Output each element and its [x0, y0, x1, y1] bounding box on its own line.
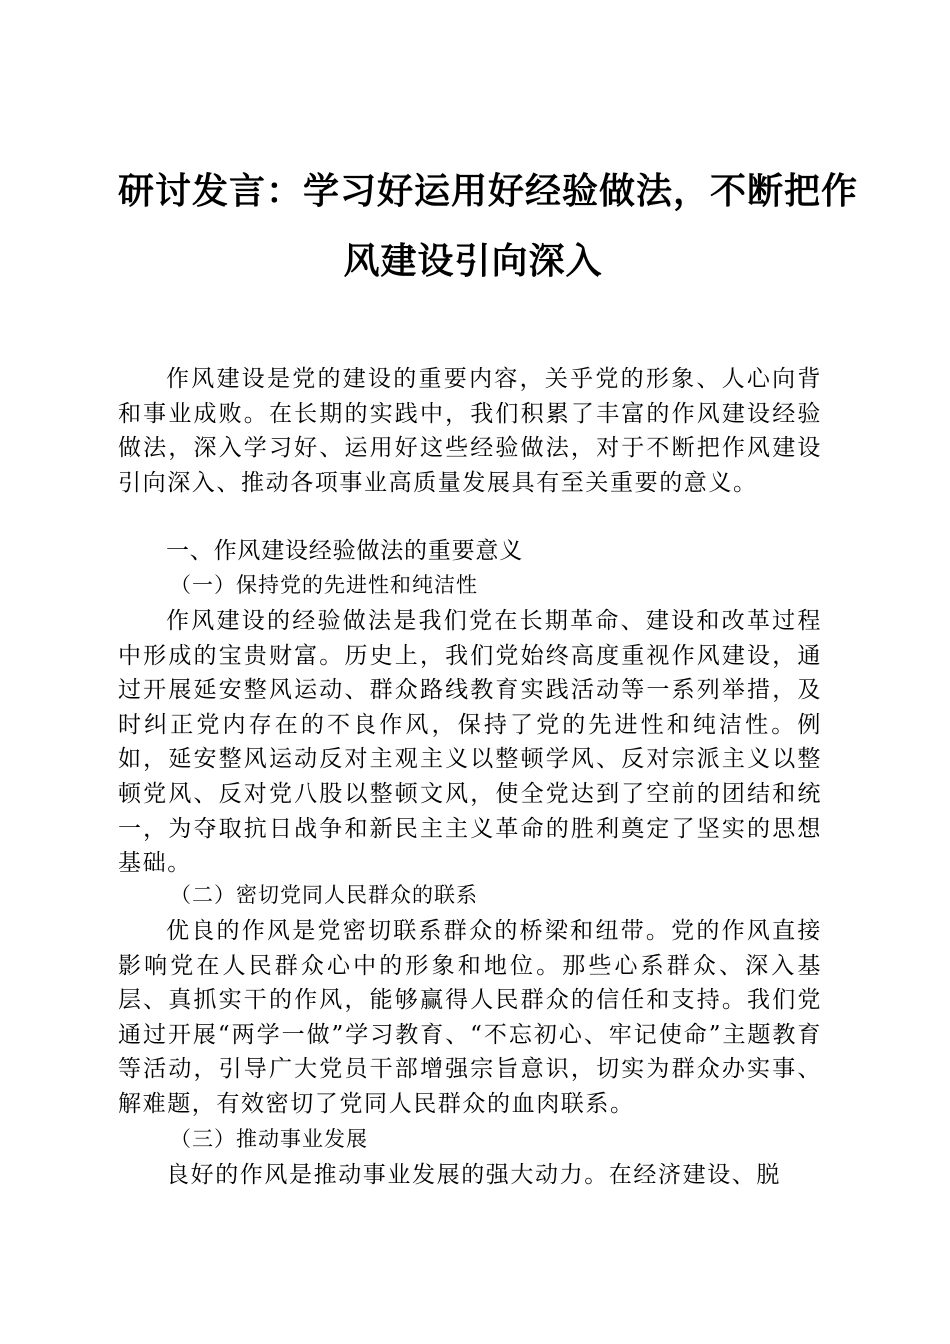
document-title-line-1: 研讨发言：学习好运用好经验做法，不断把作	[118, 171, 859, 212]
subsection-1-heading: （一）保持党的先进性和纯洁性	[170, 573, 478, 597]
intro-paragraph: 作风建设是党的建设的重要内容，关乎党的形象、人心向背和事业成败。在长期的实践中，我们积累了丰富的作风建设经验做法，深入学习好、运用好这些经验做法，对于不断把作风建设引向深入、推动各项事业高质量发展具有至关重要的意义。	[118, 366, 822, 496]
subsection-3-heading: （三）推动事业发展	[170, 1127, 368, 1151]
section-1-heading: 一、作风建设经验做法的重要意义	[166, 538, 523, 564]
document-title-line-2: 风建设引向深入	[343, 241, 603, 282]
subsection-2-paragraph: 优良的作风是党密切联系群众的桥梁和纽带。党的作风直接影响党在人民群众心中的形象和地位。那些心系群众、深入基层、真抓实干的作风，能够赢得人民群众的信任和支持。我们党通过开展“两学一做”学习教育、“不忘初心、牢记使命”主题教育等活动，引导广大党员干部增强宗旨意识，切实为群众办实事、解难题，有效密切了党同人民群众的血肉联系。	[118, 918, 822, 1117]
subsection-3-paragraph: 良好的作风是推动事业发展的强大动力。在经济建设、脱	[166, 1162, 781, 1188]
subsection-1-paragraph: 作风建设的经验做法是我们党在长期革命、建设和改革过程中形成的宝贵财富。历史上，我们党始终高度重视作风建设，通过开展延安整风运动、群众路线教育实践活动等一系列举措，及时纠正党内存在的不良作风，保持了党的先进性和纯洁性。例如，延安整风运动反对主观主义以整顿学风、反对宗派主义以整顿党风、反对党八股以整顿文风，使全党达到了空前的团结和统一，为夺取抗日战争和新民主主义革命的胜利奠定了坚实的思想基础。	[118, 608, 822, 877]
subsection-2-heading: （二）密切党同人民群众的联系	[170, 883, 478, 907]
